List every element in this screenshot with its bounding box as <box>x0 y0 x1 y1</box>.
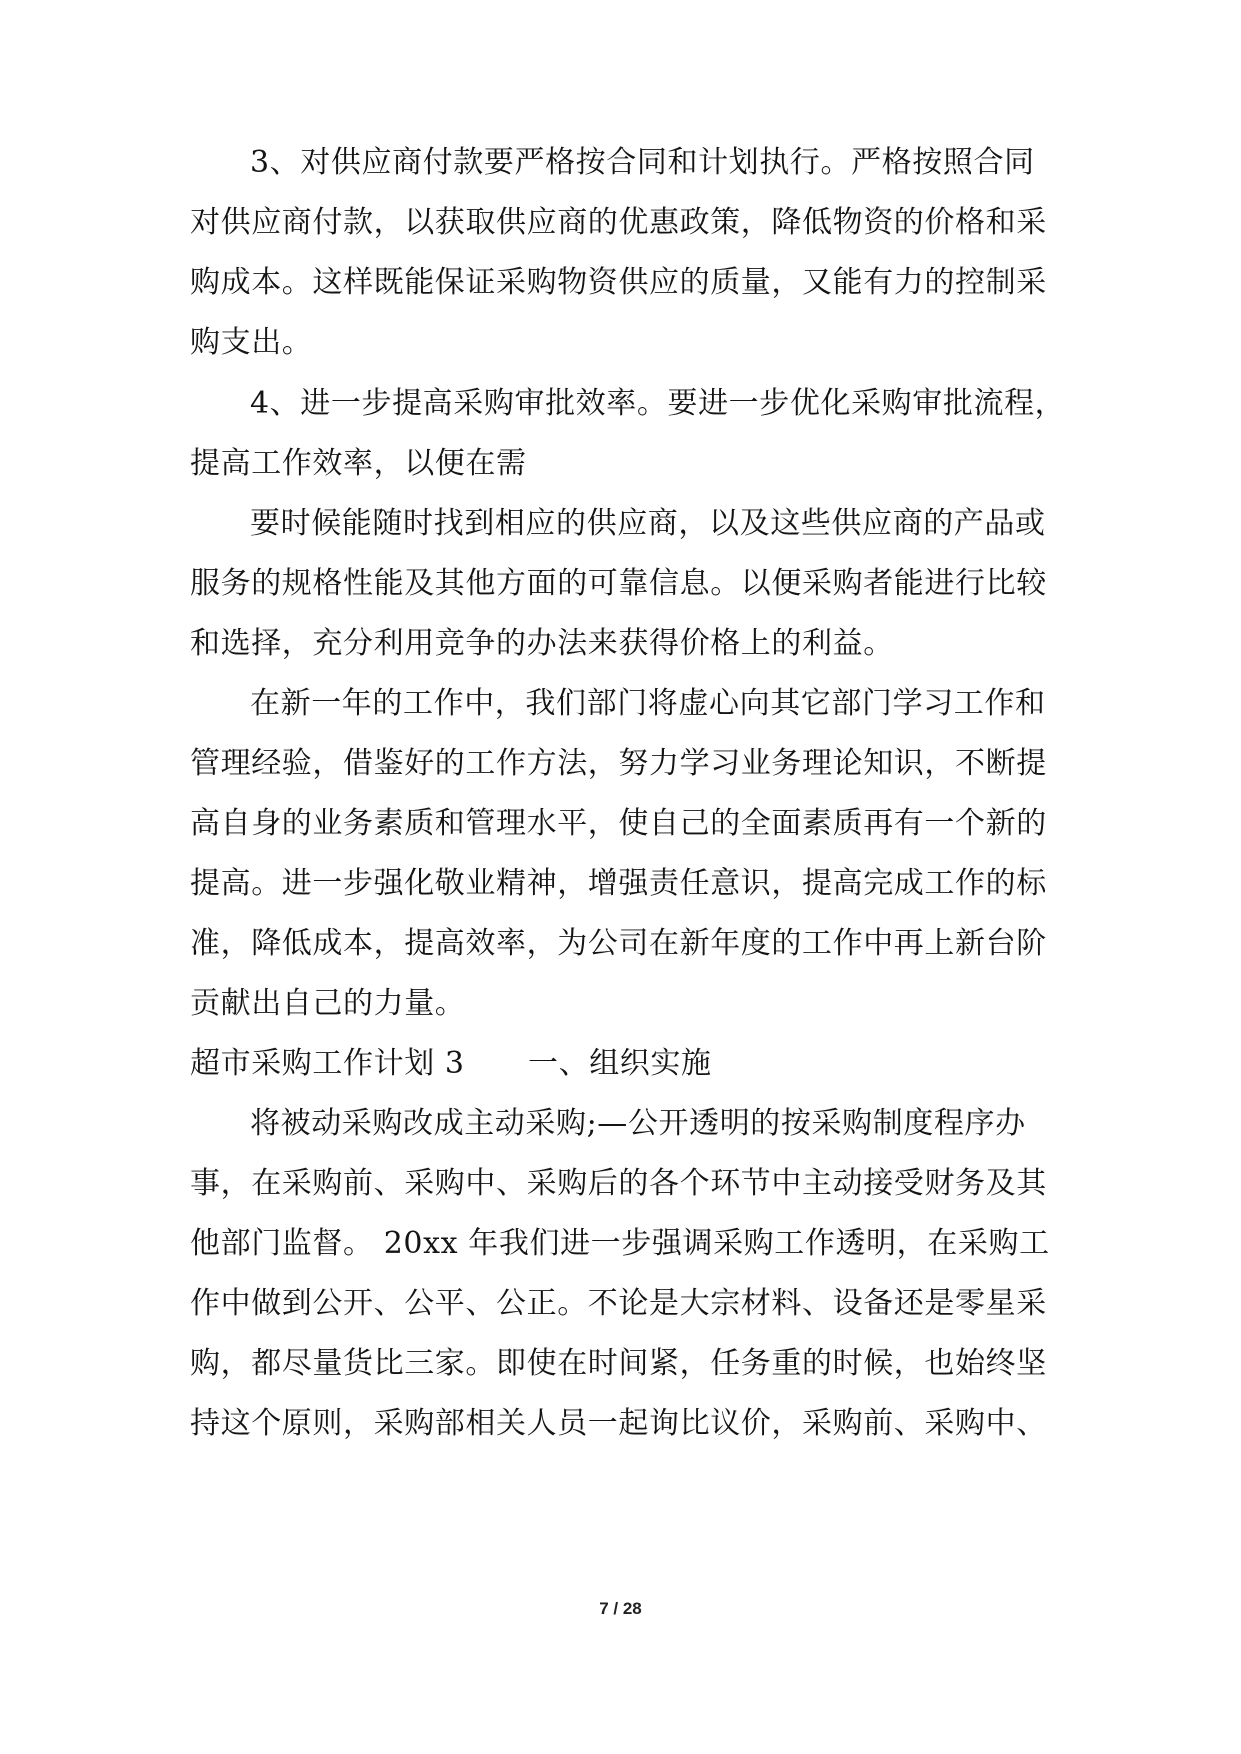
section-heading-subtitle: 一、组织实施 <box>528 1046 712 1081</box>
paragraph-1-line-2: 对供应商付款，以获取供应商的优惠政策，降低物资的价格和采 <box>190 205 1047 240</box>
paragraph-5-line-6: 持这个原则，采购部相关人员一起询比议价，采购前、采购中、 <box>190 1406 1047 1441</box>
paragraph-5-line-1: 将被动采购改成主动采购;—公开透明的按采购制度程序办 <box>250 1106 1026 1141</box>
paragraph-5-line-5: 购，都尽量货比三家。即使在时间紧，任务重的时候，也始终坚 <box>190 1346 1047 1381</box>
paragraph-3-line-3: 和选择，充分利用竞争的办法来获得价格上的利益。 <box>190 626 894 661</box>
paragraph-2-line-1: 4、进一步提高采购审批效率。要进一步优化采购审批流程， <box>250 386 1066 421</box>
paragraph-3-line-1: 要时候能随时找到相应的供应商，以及这些供应商的产品或 <box>250 506 1046 541</box>
paragraph-4-line-6: 贡献出自己的力量。 <box>190 986 466 1021</box>
paragraph-5-line-3: 他部门监督。 20xx 年我们进一步强调采购工作透明，在采购工 <box>190 1226 1050 1261</box>
paragraph-4-line-4: 提高。进一步强化敬业精神，增强责任意识，提高完成工作的标 <box>190 866 1047 901</box>
paragraph-1-line-4: 购支出。 <box>190 325 313 360</box>
paragraph-4-line-5: 准，降低成本，提高效率，为公司在新年度的工作中再上新台阶 <box>190 926 1047 961</box>
paragraph-4-line-1: 在新一年的工作中，我们部门将虚心向其它部门学习工作和 <box>250 686 1046 721</box>
paragraph-4-line-3: 高自身的业务素质和管理水平，使自己的全面素质再有一个新的 <box>190 806 1047 841</box>
paragraph-2-line-2: 提高工作效率，以便在需 <box>190 446 527 481</box>
page-number: 7 / 28 <box>599 1599 642 1618</box>
paragraph-5-line-4: 作中做到公开、公平、公正。不论是大宗材料、设备还是零星采 <box>190 1286 1047 1321</box>
paragraph-4-line-2: 管理经验，借鉴好的工作方法，努力学习业务理论知识，不断提 <box>190 746 1047 781</box>
paragraph-1-line-1: 3、对供应商付款要严格按合同和计划执行。严格按照合同 <box>250 145 1035 180</box>
section-heading-title: 超市采购工作计划 3 <box>190 1046 465 1081</box>
paragraph-5-line-2: 事，在采购前、采购中、采购后的各个环节中主动接受财务及其 <box>190 1166 1047 1201</box>
paragraph-3-line-2: 服务的规格性能及其他方面的可靠信息。以便采购者能进行比较 <box>190 566 1047 601</box>
paragraph-1-line-3: 购成本。这样既能保证采购物资供应的质量，又能有力的控制采 <box>190 265 1047 300</box>
